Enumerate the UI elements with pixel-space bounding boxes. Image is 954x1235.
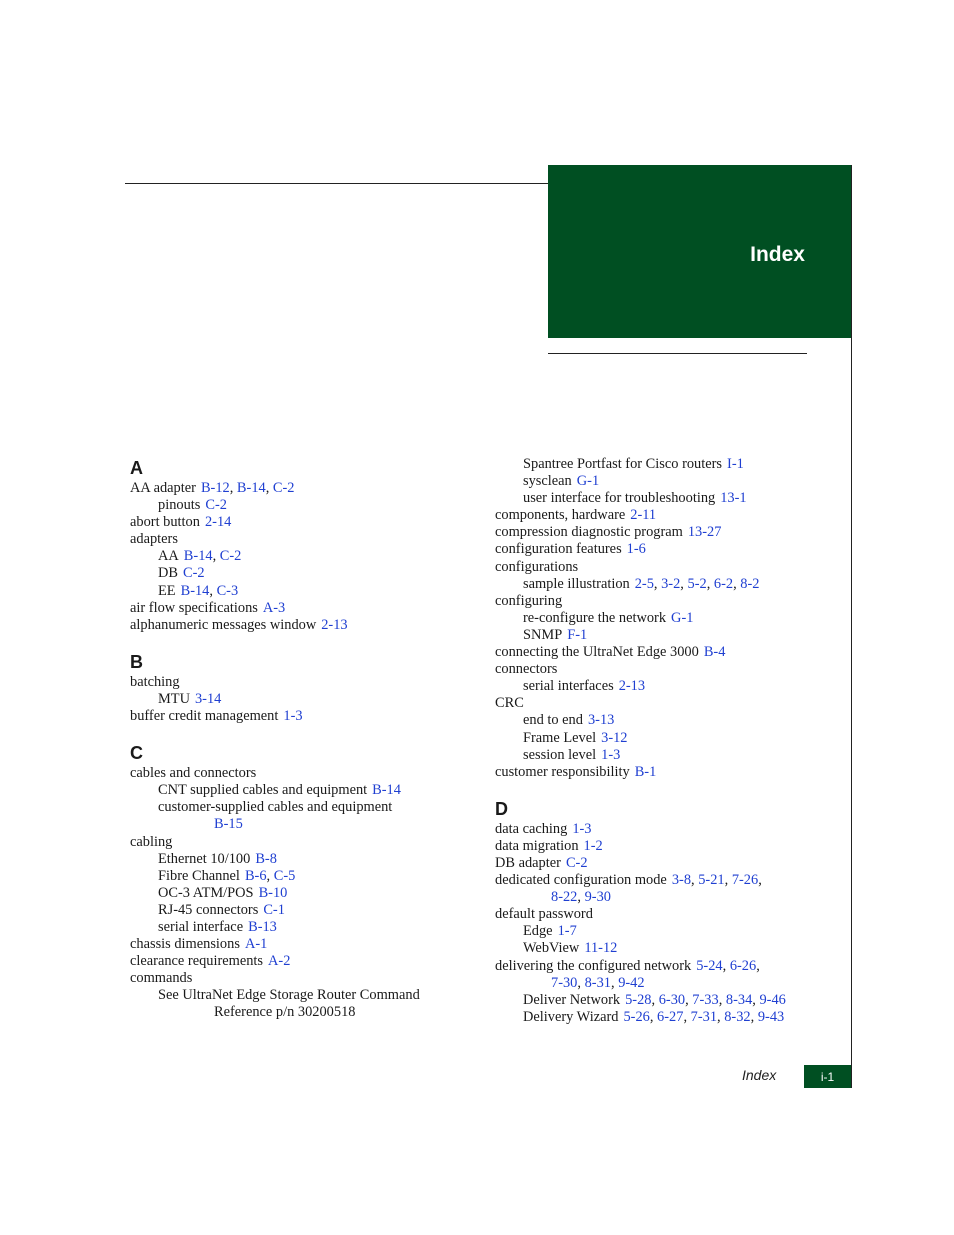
page-title: Index [750,243,805,266]
page-ref-link[interactable]: B-14 [372,782,401,799]
index-term: sample illustration [523,575,630,592]
page-ref-link[interactable]: C-2 [565,854,588,871]
index-entry [130,548,460,565]
section-gap [130,725,460,741]
page-ref-link[interactable]: B-10 [258,884,288,901]
page-refs [704,644,726,660]
page-refs [283,708,302,724]
index-term: Fibre Channel [158,867,240,884]
title-block [548,165,851,338]
page-ref-link[interactable]: 11-12 [584,940,618,957]
page-ref-link[interactable]: I-1 [727,456,744,472]
index-entry [130,970,460,987]
page-refs: B-12, B-14, C-2 [200,480,295,496]
index-term: Edge [523,923,553,940]
page-refs [255,851,277,867]
index-entry [130,1004,460,1021]
page-ref-link[interactable]: 8-32 [724,1008,751,1025]
page-refs [635,764,657,780]
index-entry [130,868,460,885]
page-ref-link[interactable]: C-2 [183,565,205,582]
page-refs [630,507,656,523]
page-ref-link[interactable]: 1-3 [601,746,621,763]
page-ref-link[interactable]: C-2 [205,497,227,514]
index-entry [495,906,825,923]
page-ref-link[interactable]: 1-3 [572,820,592,837]
page-refs: B-14, C-2 [183,548,242,565]
index-entry [495,593,825,610]
index-entry [495,730,825,747]
index-entry [130,987,460,1004]
index-entry [495,940,825,957]
index-term: abort button [130,514,200,531]
page-ref-link[interactable]: B-14 [180,582,210,599]
page-ref-link[interactable]: 5-24 [696,957,723,974]
index-term: DB adapter [495,854,561,871]
footer-label: Index [742,1067,777,1083]
index-term: configuration features [495,541,622,558]
page-ref-link[interactable]: F-1 [567,626,588,643]
page-refs: 7-30, 8-31, 9-42 [551,974,645,991]
page-ref-link[interactable]: 1-3 [283,708,303,725]
page-ref-link[interactable]: 3-2 [661,575,681,592]
index-entry [130,834,460,851]
page-refs [671,610,693,626]
page-ref-link[interactable]: 3-14 [194,690,222,707]
page-ref-link[interactable]: 2-5 [634,575,654,592]
page-ref-link[interactable]: B-1 [634,763,657,780]
index-term: configuring [495,592,563,609]
page-ref-link[interactable]: G-1 [671,609,694,626]
index-term: Deliver Network [523,991,621,1008]
index-term: customer-supplied cables and equipment [158,799,393,816]
page-ref-link[interactable]: C-2 [272,480,295,496]
index-entry [495,695,825,712]
index-term: DB [158,565,178,582]
index-term: clearance requirements [130,953,264,970]
page-ref-link[interactable]: 5-28 [625,991,652,1008]
index-entry [495,644,825,661]
index-term: compression diagnostic program [495,524,683,541]
index-entry [130,691,460,708]
index-entry [130,514,460,531]
page-refs [584,838,603,854]
page-ref-link[interactable]: 9-43 [757,1008,785,1025]
index-entry [130,480,460,497]
page-ref-link[interactable]: G-1 [576,473,600,490]
index-letter-heading: C [130,743,143,764]
index-entry [130,565,460,582]
page-ref-link[interactable]: B-15 [214,816,243,833]
index-term: user interface for troubleshooting [523,490,716,507]
page-refs [263,600,285,616]
page-ref-link[interactable]: C-3 [216,582,239,599]
index-term: connecting the UltraNet Edge 3000 [495,644,699,661]
title-underline [548,353,807,354]
index-term: buffer credit management [130,708,279,725]
page-ref-link[interactable]: A-2 [268,953,291,970]
index-entry [495,661,825,678]
index-term: serial interface [158,918,244,935]
page-ref-link[interactable]: 3-13 [587,712,615,729]
index-term: AA adapter [130,480,196,496]
page-refs [205,514,231,530]
index-term: RJ-45 connectors [158,901,259,918]
index-entry [130,600,460,617]
index-term: delivering the configured network [495,957,692,974]
page-ref-link[interactable]: B-4 [703,644,726,661]
index-entry [495,576,825,593]
index-term: dedicated configuration mode [495,872,667,889]
index-term: default password [495,906,593,923]
page-ref-link[interactable]: 1-7 [557,923,577,940]
margin-rule [851,165,852,1088]
index-term: customer responsibility [495,763,630,780]
page-refs [567,627,587,643]
index-entry [495,889,825,906]
page-ref-link[interactable]: B-14 [183,548,213,565]
page-ref-link[interactable]: 8-31 [584,974,611,991]
index-entry [130,583,460,600]
index-entry [130,953,460,970]
index-letter-heading: D [495,798,508,819]
index-term: EE [158,582,176,599]
index-term: configurations [495,558,579,575]
index-entry [130,674,460,691]
page-ref-link[interactable]: 1-2 [583,837,603,854]
page-ref-link[interactable]: 2-14 [204,514,232,531]
page-refs [259,885,288,901]
index-entry [495,872,825,889]
index-entry [495,855,825,872]
index-letter-heading: A [130,458,143,478]
index-entry [495,747,825,764]
page-refs [688,524,722,540]
page-ref-link[interactable]: B-6 [244,867,267,884]
page-refs [619,678,645,694]
index-term: re-configure the network [523,609,667,626]
index-term: serial interfaces [523,678,614,695]
page-refs: 5-26, 6-27, 7-31, 8-32, 9-43 [623,1008,785,1025]
page-refs: 3-8, 5-21, 7-26, [671,872,762,889]
index-entry [495,610,825,627]
index-entry [130,936,460,953]
page-number-tab [804,1065,851,1088]
index-entry [495,992,825,1009]
index-term: batching [130,673,180,690]
page-refs: 2-5, 3-2, 5-2, 6-2, 8-2 [634,575,760,592]
page-refs [214,816,243,832]
index-term: sysclean [523,473,572,490]
page-ref-link[interactable]: 2-13 [618,678,646,695]
page-ref-link[interactable]: 8-22 [551,889,578,906]
index-entry [495,541,825,558]
page-refs [263,902,285,918]
page-refs [720,490,746,506]
page-refs [588,712,614,728]
index-entry [130,531,460,548]
index-term: air flow specifications [130,599,258,616]
page-ref-link[interactable]: 8-2 [740,575,760,592]
index-term: CNT supplied cables and equipment [158,782,368,799]
index-entry [495,712,825,729]
index-term: chassis dimensions [130,936,240,953]
page-ref-link[interactable]: 5-26 [623,1008,650,1025]
index-entry [130,816,460,833]
index-entry [495,678,825,695]
index-term: Delivery Wizard [523,1008,619,1025]
page-refs [321,617,347,633]
index-entry [495,958,825,975]
page-ref-link[interactable]: B-8 [255,850,277,867]
index-term: CRC [495,695,524,712]
page-refs [183,565,205,581]
page-ref-link[interactable]: 13-1 [720,490,747,507]
index-term: Reference p/n 30200518 [214,1004,356,1021]
index-entry [495,764,825,781]
index-term: alphanumeric messages window [130,616,317,633]
page-ref-link[interactable]: 5-2 [687,575,707,592]
page-ref-link[interactable]: 7-31 [690,1008,718,1025]
index-entry [495,456,825,473]
page-refs [566,855,588,871]
index-term: commands [130,970,193,987]
index-entry [495,490,825,507]
page-ref-link[interactable]: 3-8 [671,872,692,889]
page-ref-link[interactable]: 2-13 [321,616,348,633]
index-entry [495,627,825,644]
index-entry [130,799,460,816]
index-term: connectors [495,661,558,678]
index-entry [130,782,460,799]
page-refs [372,782,401,798]
page-ref-link[interactable]: 1-6 [626,541,646,558]
page-refs: 5-24, 6-26, [696,957,760,974]
index-term: adapters [130,531,178,548]
page-refs [558,923,577,939]
index-term: end to end [523,712,583,729]
page-ref-link[interactable]: C-2 [219,548,242,565]
page-refs [601,730,627,746]
page-number: i-1 [820,1069,835,1084]
page-ref-link[interactable]: B-14 [236,480,266,496]
index-term: SNMP [523,626,563,643]
page-refs [195,691,221,707]
index-term: cables and connectors [130,765,257,782]
index-column-right [495,456,825,1026]
index-term: Spantree Portfast for Cisco routers [523,456,723,472]
page-refs: 8-22, 9-30 [551,889,611,906]
page-refs [205,497,227,513]
page-ref-link[interactable]: 8-34 [725,991,753,1008]
section-gap [495,781,825,797]
page-ref-link[interactable]: 3-12 [601,729,628,746]
index-entry [495,507,825,524]
index-entry [130,617,460,634]
index-entry [130,851,460,868]
index-entry [130,902,460,919]
page-refs [577,473,599,489]
page-ref-link[interactable]: 2-11 [630,507,657,524]
index-entry [495,559,825,576]
index-entry [495,473,825,490]
page-ref-link[interactable]: C-1 [263,901,285,918]
page-refs [245,936,267,952]
index-term: data caching [495,820,568,837]
index-term: pinouts [158,497,201,514]
index-term: WebView [523,940,580,957]
page-refs [248,919,277,935]
index-term: See UltraNet Edge Storage Router Command [158,987,420,1004]
index-letter-heading: B [130,651,143,672]
page-refs [268,953,290,969]
index-term: Ethernet 10/100 [158,850,251,867]
index-entry [495,923,825,940]
section-gap [130,634,460,650]
index-term: Frame Level [523,729,597,746]
index-entry [130,765,460,782]
index-term: components, hardware [495,507,626,524]
page-ref-link[interactable]: 5-21 [698,872,725,889]
page-ref-link[interactable]: 7-30 [551,974,578,991]
index-term: MTU [158,690,190,707]
page-ref-link[interactable]: C-5 [273,867,296,884]
page-ref-link[interactable]: 7-26 [731,872,759,889]
index-term: cabling [130,833,173,850]
page-ref-link[interactable]: 6-26 [729,957,757,974]
page-refs: 5-28, 6-30, 7-33, 8-34, 9-46 [625,991,786,1008]
index-entry [130,919,460,936]
index-entry [495,1009,825,1026]
page-ref-link[interactable]: A-3 [262,599,286,616]
index-entry [495,821,825,838]
page-ref-link[interactable]: 6-2 [713,575,734,592]
index-entry [495,524,825,541]
page-ref-link[interactable]: 6-27 [657,1008,684,1025]
index-entry [495,838,825,855]
page-ref-link[interactable]: 7-33 [692,991,719,1008]
page-refs [601,747,620,763]
page-ref-link[interactable]: B-13 [248,918,277,935]
index-term: data migration [495,837,579,854]
page-ref-link[interactable]: 13-27 [687,524,722,541]
index-term: AA [158,548,179,565]
index-entry [130,497,460,514]
index-entry [495,975,825,992]
index-entry [130,708,460,725]
page-refs [572,821,591,837]
index-column-left [130,456,460,1022]
page-refs [627,541,646,557]
page-refs [727,456,744,472]
page-ref-link[interactable]: 9-46 [759,991,786,1008]
page-refs: B-6, C-5 [244,867,296,884]
page-ref-link[interactable]: A-1 [244,936,268,953]
index-entry [130,885,460,902]
index-term: OC-3 ATM/POS [158,884,254,901]
page-ref-link[interactable]: 9-42 [618,974,645,991]
page-ref-link[interactable]: 9-30 [584,889,611,906]
page-ref-link[interactable]: B-12 [200,480,230,496]
index-term: session level [523,746,597,763]
page-refs [584,940,617,956]
page-ref-link[interactable]: 6-30 [658,991,686,1008]
page-refs: B-14, C-3 [180,582,239,599]
